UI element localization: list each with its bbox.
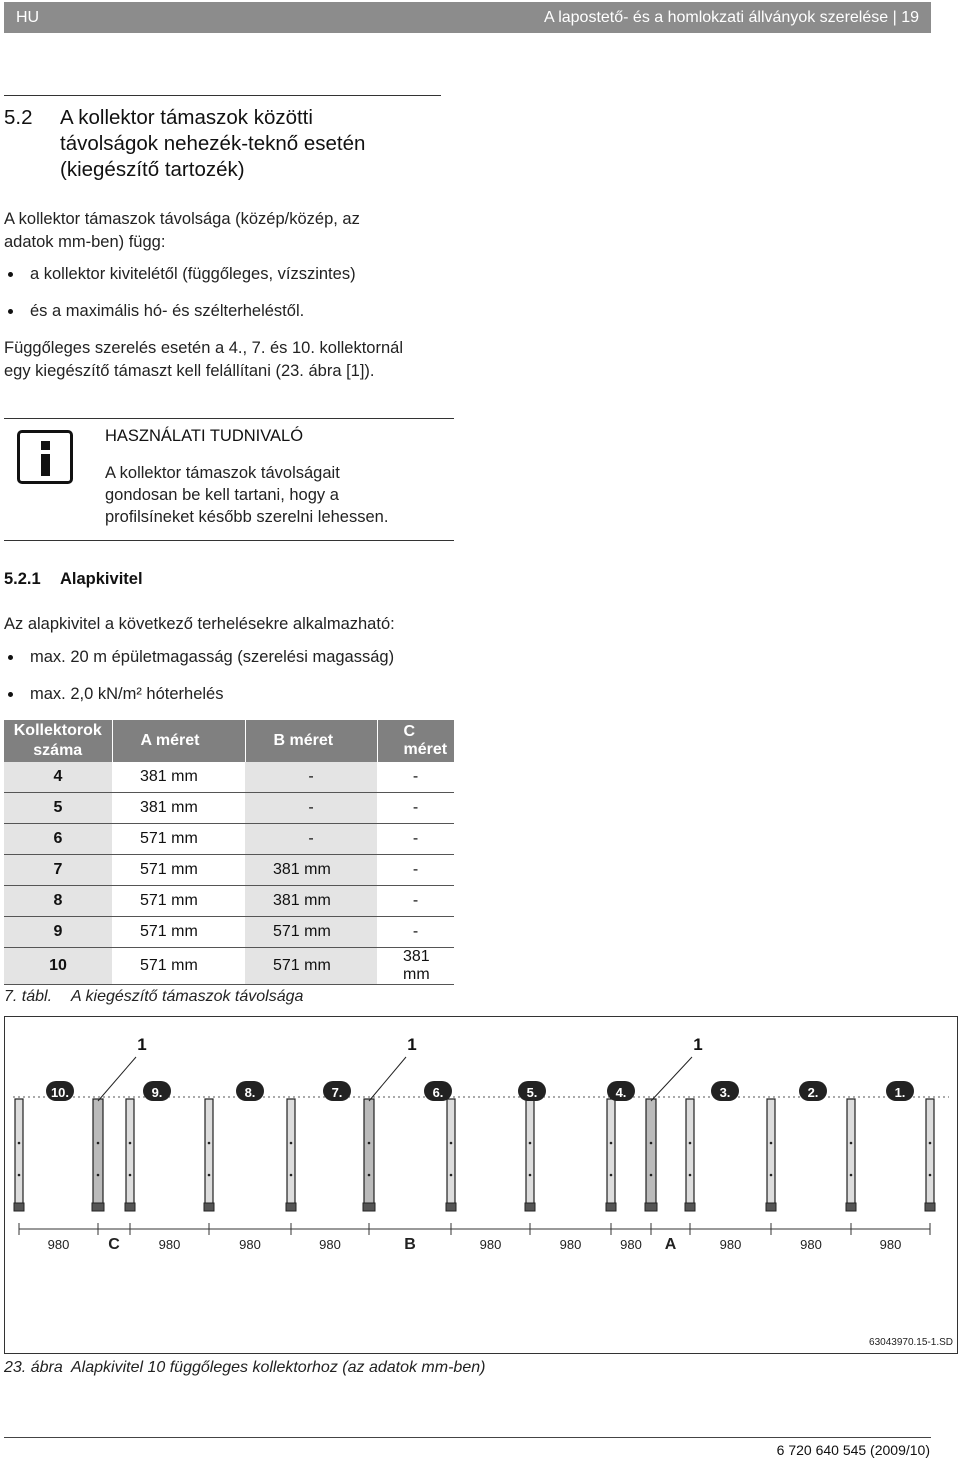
support-foot (446, 1203, 456, 1211)
support-bolt (129, 1142, 132, 1145)
support-foot (685, 1203, 695, 1211)
support-foot (363, 1203, 375, 1211)
callout-leader-line (369, 1057, 406, 1101)
support-bolt (850, 1174, 853, 1177)
table-cell: 571 mm (245, 917, 377, 948)
callout-number: 1 (407, 1035, 417, 1054)
collector-number-label: 6. (432, 1085, 444, 1100)
table-cell: 571 mm (112, 948, 245, 985)
intro-bullet-1: a kollektor kivitelétől (függőleges, vízszintes) (4, 263, 460, 286)
table-caption-text: A kiegészítő támaszok távolsága (71, 988, 304, 1005)
support-bolt (18, 1174, 21, 1177)
dimension-letter-label: B (404, 1236, 416, 1253)
table-header-count-line-2: száma (33, 742, 83, 759)
spacing-table (4, 720, 454, 985)
note-body (105, 462, 450, 528)
header-lang: HU (16, 9, 40, 26)
footer-rule (4, 1437, 931, 1438)
support-foot (14, 1203, 24, 1211)
support-bolt (450, 1174, 453, 1177)
section-number: 5.2 (4, 106, 33, 129)
support-foot (606, 1203, 616, 1211)
note-top-rule (4, 418, 454, 419)
subsection-title: Alapkivitel (60, 570, 143, 588)
support-post (15, 1099, 23, 1207)
callout-number: 1 (137, 1035, 147, 1054)
dimension-letter-label: C (108, 1236, 120, 1253)
table-cell: 5 (4, 793, 112, 824)
dimension-value-label: 980 (879, 1237, 902, 1252)
collector-number-label: 5. (526, 1085, 538, 1100)
intro-para (4, 337, 454, 383)
subsection-intro: Az alapkivitel a következő terhelésekre alkalmazható: (4, 615, 395, 633)
callout-leader-line (98, 1057, 136, 1101)
collector-number-label: 9. (151, 1085, 163, 1100)
table-cell: - (377, 886, 454, 917)
intro-line-1: A kollektor támaszok távolsága (közép/közép, az (4, 210, 360, 228)
subsection-bullet-2: max. 2,0 kN/m² hóterhelés (4, 683, 470, 706)
table-cell: 10 (4, 948, 112, 985)
collector-number-label: 2. (807, 1085, 819, 1100)
section-title-line-1: A kollektor támaszok közötti (60, 106, 313, 129)
support-bolt (850, 1142, 853, 1145)
intro-line-2: adatok mm-ben) függ: (4, 233, 166, 251)
table-header-b: B méret (245, 720, 377, 762)
support-post (686, 1099, 694, 1207)
support-post (205, 1099, 213, 1207)
support-foot (645, 1203, 657, 1211)
support-post (526, 1099, 534, 1207)
dimension-letter-label: A (664, 1236, 677, 1253)
table-caption-label: 7. tábl. (4, 988, 53, 1005)
table-cell: 571 mm (112, 886, 245, 917)
table-row (4, 917, 454, 948)
support-post (364, 1099, 374, 1207)
support-foot (125, 1203, 135, 1211)
support-bolt (689, 1174, 692, 1177)
table-cell: - (377, 824, 454, 855)
support-foot (204, 1203, 214, 1211)
support-post (93, 1099, 103, 1207)
table-cell: 6 (4, 824, 112, 855)
support-bolt (97, 1174, 100, 1177)
table-body (4, 762, 454, 985)
collector-number-label: 7. (331, 1085, 343, 1100)
support-foot (286, 1203, 296, 1211)
footer-doc-number: 6 720 640 545 (2009/10) (776, 1442, 930, 1458)
table-cell: - (245, 824, 377, 855)
table-cell: 9 (4, 917, 112, 948)
support-foot (925, 1203, 935, 1211)
dimension-value-label: 980 (47, 1237, 70, 1252)
dimension-value-label: 980 (620, 1237, 642, 1252)
note-bottom-rule (4, 540, 454, 541)
note-line-1: A kollektor támaszok távolságait (105, 464, 340, 482)
callout-leader-line (651, 1057, 692, 1101)
table-row (4, 948, 454, 985)
table-header-row (4, 720, 454, 762)
support-bolt (650, 1174, 653, 1177)
section-rule (4, 95, 441, 96)
collector-layout-diagram (5, 1017, 957, 1353)
table-cell: 381 mm (112, 762, 245, 793)
note-line-2: gondosan be kell tartani, hogy a (105, 486, 339, 504)
table-cell: 571 mm (112, 855, 245, 886)
support-post (447, 1099, 455, 1207)
collector-number-label: 8. (244, 1085, 256, 1100)
table-row (4, 886, 454, 917)
support-post (287, 1099, 295, 1207)
figure-code: 63043970.15-1.SD (869, 1337, 953, 1348)
support-bolt (208, 1174, 211, 1177)
table-row (4, 824, 454, 855)
support-bolt (650, 1142, 653, 1145)
page-header (4, 2, 931, 33)
table-row (4, 855, 454, 886)
collector-number-label: 10. (50, 1085, 70, 1100)
support-post (926, 1099, 934, 1207)
support-post (767, 1099, 775, 1207)
header-title: A lapostető- és a homlokzati állványok szerelése | 19 (543, 9, 919, 26)
support-bolt (290, 1174, 293, 1177)
figure-caption (4, 1359, 485, 1377)
support-bolt (610, 1174, 613, 1177)
table-cell: - (377, 855, 454, 886)
support-post (847, 1099, 855, 1207)
table-header-c: C méret (377, 720, 454, 762)
support-bolt (129, 1174, 132, 1177)
support-bolt (18, 1142, 21, 1145)
support-bolt (529, 1142, 532, 1145)
subsection-bullet-1: max. 20 m épületmagasság (szerelési magasság) (4, 646, 470, 669)
table-cell: 381 mm (377, 948, 454, 985)
table-header-a: A méret (112, 720, 245, 762)
dimension-value-label: 980 (479, 1237, 502, 1252)
intro-para-line-2: egy kiegészítő támaszt kell felállítani (23. ábra [1]). (4, 362, 375, 380)
collector-number-label: 3. (719, 1085, 731, 1100)
support-bolt (368, 1174, 371, 1177)
support-post (646, 1099, 656, 1207)
figure-caption-label: 23. ábra (4, 1359, 63, 1376)
dimension-value-label: 980 (719, 1237, 742, 1252)
table-cell: - (245, 793, 377, 824)
subsection-number: 5.2.1 (4, 570, 41, 588)
support-foot (92, 1203, 104, 1211)
section-title-line-3: (kiegészítő tartozék) (60, 158, 245, 181)
table-cell: 571 mm (112, 824, 245, 855)
callout-number: 1 (693, 1035, 703, 1054)
info-icon (17, 430, 73, 484)
table-cell: 8 (4, 886, 112, 917)
support-bolt (97, 1142, 100, 1145)
support-bolt (929, 1174, 932, 1177)
table-header-count-line-1: Kollektorok (13, 722, 102, 739)
note-line-3: profilsíneket később szerelni lehessen. (105, 508, 389, 526)
support-bolt (290, 1142, 293, 1145)
table-cell: - (377, 762, 454, 793)
support-bolt (368, 1142, 371, 1145)
table-row (4, 793, 454, 824)
intro-para-line-1: Függőleges szerelés esetén a 4., 7. és 10. kollektornál (4, 339, 403, 357)
support-bolt (770, 1142, 773, 1145)
table-cell: 571 mm (112, 917, 245, 948)
support-foot (525, 1203, 535, 1211)
figure-frame (4, 1016, 958, 1354)
support-bolt (770, 1174, 773, 1177)
dimension-value-label: 980 (239, 1237, 261, 1252)
support-bolt (529, 1174, 532, 1177)
table-cell: 571 mm (245, 948, 377, 985)
section-title-line-2: távolságok nehezék-teknő esetén (60, 132, 366, 155)
table-cell: - (377, 917, 454, 948)
dimension-value-label: 980 (319, 1237, 341, 1252)
table-cell: 7 (4, 855, 112, 886)
collector-number-label: 4. (615, 1085, 627, 1100)
collector-number-label: 1. (894, 1085, 906, 1100)
support-bolt (929, 1142, 932, 1145)
support-bolt (208, 1142, 211, 1145)
dimension-value-label: 980 (158, 1237, 181, 1252)
dimension-value-label: 980 (559, 1237, 582, 1252)
table-cell: 4 (4, 762, 112, 793)
table-cell: 381 mm (245, 886, 377, 917)
table-cell: 381 mm (245, 855, 377, 886)
table-row (4, 762, 454, 793)
support-post (126, 1099, 134, 1207)
table-cell: - (245, 762, 377, 793)
support-bolt (450, 1142, 453, 1145)
table-cell: 381 mm (112, 793, 245, 824)
dimension-value-label: 980 (800, 1237, 822, 1252)
subsection-heading (4, 570, 143, 589)
support-bolt (610, 1142, 613, 1145)
table-cell: - (377, 793, 454, 824)
figure-caption-text: Alapkivitel 10 függőleges kollektorhoz (az adatok mm-ben) (71, 1359, 486, 1376)
support-foot (846, 1203, 856, 1211)
note-title: HASZNÁLATI TUDNIVALÓ (105, 427, 304, 445)
table-header-count (4, 720, 112, 762)
support-post (607, 1099, 615, 1207)
intro-paragraph (4, 208, 454, 254)
support-foot (766, 1203, 776, 1211)
intro-bullet-2: és a maximális hó- és szélterheléstől. (4, 300, 460, 323)
section-heading (4, 105, 444, 183)
support-bolt (689, 1142, 692, 1145)
table-caption (4, 988, 303, 1006)
